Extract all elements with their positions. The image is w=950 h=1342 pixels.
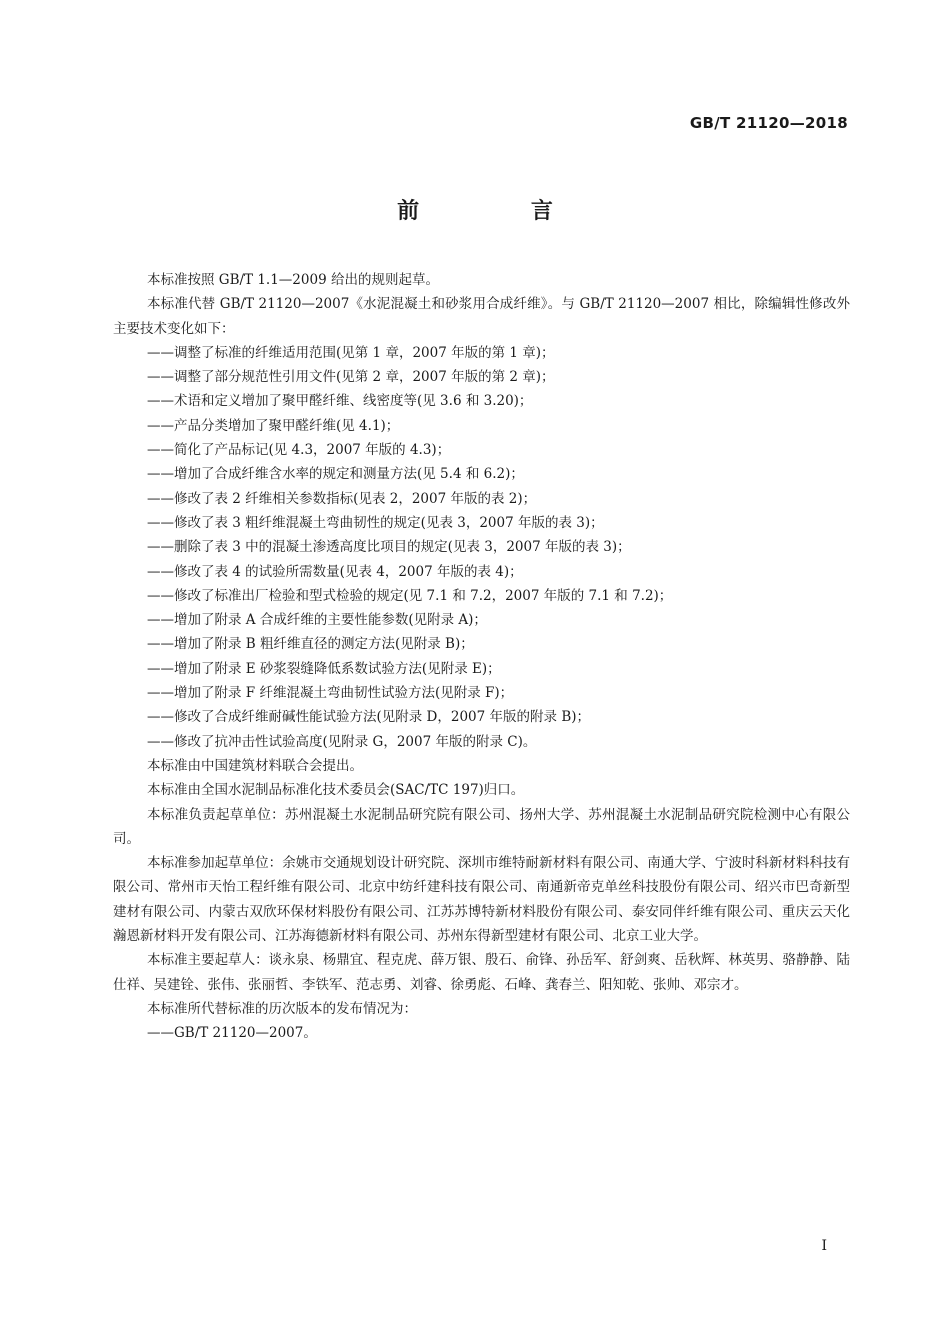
page-title: 前 言 <box>397 199 605 224</box>
list-item: ——增加了附录 B 粗纤维直径的测定方法(见附录 B)； <box>147 636 474 653</box>
list-item: ——调整了部分规范性引用文件(见第 2 章，2007 年版的第 2 章)； <box>147 369 555 386</box>
standard-code: GB/T 21120—2018 <box>689 114 848 132</box>
list-item: ——调整了标准的纤维适用范围(见第 1 章，2007 年版的第 1 章)； <box>147 344 555 361</box>
list-item: ——增加了附录 A 合成纤维的主要性能参数(见附录 A)； <box>147 612 487 629</box>
paragraph-replacement: 本标准代替 GB/T 21120—2007《水泥混凝土和砂浆用合成纤维》。与 GB/T 21120—2007 相比，除编辑性修改外主要技术变化如下： <box>113 296 850 337</box>
list-item: ——删除了表 3 中的混凝土渗透高度比项目的规定(见表 3，2007 年版的表 3)； <box>147 539 631 556</box>
list-item: ——产品分类增加了聚甲醛纤维(见 4.1)； <box>147 417 400 434</box>
paragraph-drafting-rules: 本标准按照 GB/T 1.1—2009 给出的规则起草。 <box>147 272 439 288</box>
list-item: ——增加了附录 E 砂浆裂缝降低系数试验方法(见附录 E)； <box>147 660 501 677</box>
paragraph-proposer: 本标准由中国建筑材料联合会提出。 <box>147 757 363 774</box>
list-item: ——GB/T 21120—2007。 <box>147 1025 317 1042</box>
document-body <box>113 268 850 1046</box>
list-item: ——修改了合成纤维耐碱性能试验方法(见附录 D，2007 年版的附录 B)； <box>147 709 591 726</box>
page-number: I <box>821 1238 827 1254</box>
list-item: ——增加了附录 F 纤维混凝土弯曲韧性试验方法(见附录 F)； <box>147 685 514 702</box>
list-item: ——增加了合成纤维含水率的规定和测量方法(见 5.4 和 6.2)； <box>147 466 524 483</box>
list-item: ——修改了标准出厂检验和型式检验的规定(见 7.1 和 7.2，2007 年版的 7.1 和 7.2)； <box>147 587 673 604</box>
list-item: ——简化了产品标记(见 4.3，2007 年版的 4.3)； <box>147 442 451 459</box>
paragraph-lead-drafters: 本标准负责起草单位：苏州混凝土水泥制品研究院有限公司、扬州大学、苏州混凝土水泥制品研究院检测中心有限公司。 <box>113 806 850 847</box>
list-item: ——修改了表 2 纤维相关参数指标(见表 2，2007 年版的表 2)； <box>147 490 537 507</box>
list-item: ——修改了抗冲击性试验高度(见附录 G，2007 年版的附录 C)。 <box>147 733 537 750</box>
list-item: ——修改了表 4 的试验所需数量(见表 4，2007 年版的表 4)； <box>147 563 523 580</box>
paragraph-participating-drafters: 本标准参加起草单位：余姚市交通规划设计研究院、深圳市维特耐新材料有限公司、南通大学、宁波时科新材料科技有限公司、常州市天怡工程纤维有限公司、北京中纺纤建科技有限公司、南通新帝克单丝科技股份有限公司、绍兴市巴奇新型建材有限公司、内蒙古双欣环保材料股份有限公司、江苏苏博特新材料股份有限公司、泰安同伴纤维有限公司、重庆云天化瀚恩新材料开发有限公司、江苏海德新材料有限公司、苏州东得新型建材有限公司、北京工业大学。 <box>113 855 850 945</box>
paragraph-main-drafters: 本标准主要起草人：谈永泉、杨鼎宜、程克虎、薛万银、殷石、俞锋、孙岳军、舒剑爽、岳秋辉、林英男、骆静静、陆仕祥、吴建铨、张伟、张丽哲、李铁军、范志勇、刘睿、徐勇彪、石峰、龚春兰、阳知乾、张帅、邓宗才。 <box>113 952 850 993</box>
paragraph-history-intro: 本标准所代替标准的历次版本的发布情况为： <box>147 1000 417 1017</box>
list-item: ——修改了表 3 粗纤维混凝土弯曲韧性的规定(见表 3，2007 年版的表 3)； <box>147 514 604 531</box>
list-item: ——术语和定义增加了聚甲醛纤维、线密度等(见 3.6 和 3.20)； <box>147 393 533 410</box>
paragraph-committee: 本标准由全国水泥制品标准化技术委员会(SAC/TC 197)归口。 <box>147 782 525 799</box>
